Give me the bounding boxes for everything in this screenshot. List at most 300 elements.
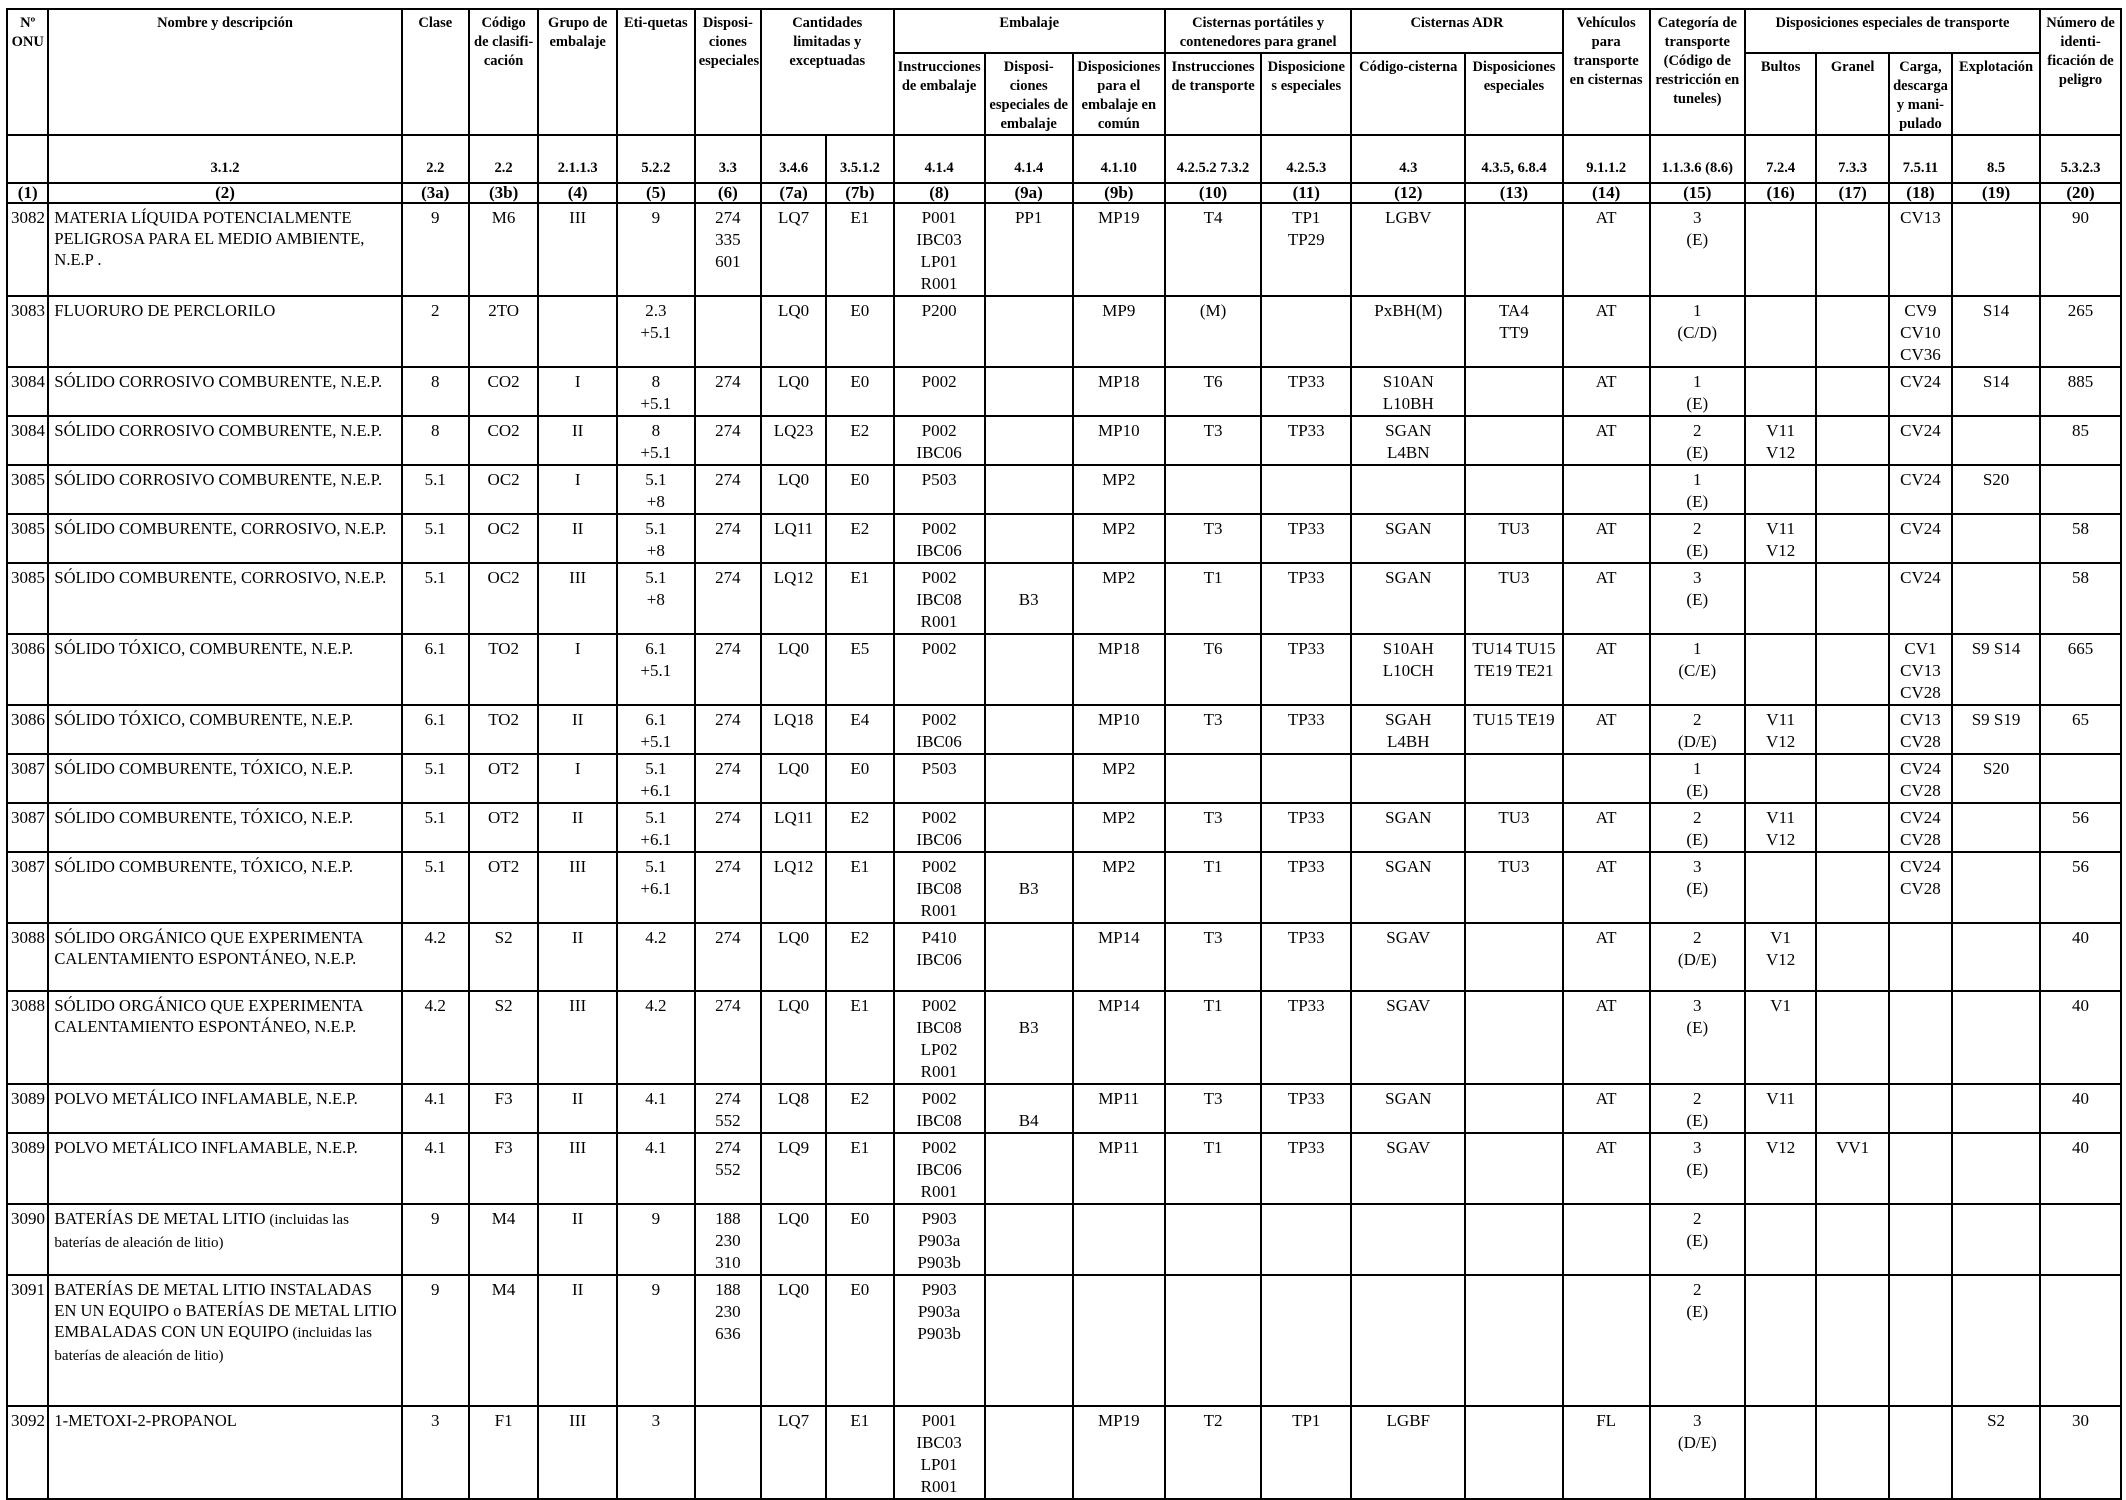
special-provisions: 274 — [695, 991, 761, 1084]
excepted-quantity: E0 — [826, 296, 893, 367]
tank-code: LGBV — [1351, 203, 1465, 296]
packing-group: I — [538, 367, 617, 416]
substance-name-text: SÓLIDO COMBURENTE, TÓXICO, N.E.P. — [54, 857, 353, 876]
special-provisions: 274 — [695, 367, 761, 416]
packages-provisions — [1745, 1204, 1816, 1275]
packages-provisions: V11 V12 — [1745, 416, 1816, 465]
excepted-quantity: E2 — [826, 1084, 893, 1133]
ref-labels: 5.2.2 — [617, 135, 695, 183]
packing-instructions: P200 — [894, 296, 985, 367]
col-num: (5) — [617, 183, 695, 203]
tank-vehicle: AT — [1563, 923, 1650, 991]
packing-instructions: P410 IBC06 — [894, 923, 985, 991]
limited-quantity: LQ0 — [761, 296, 826, 367]
packing-instructions: P002 IBC06 — [894, 514, 985, 563]
excepted-quantity: E1 — [826, 852, 893, 923]
portable-tank-provisions: TP33 — [1261, 514, 1351, 563]
tank-special-provisions — [1465, 1275, 1562, 1406]
table-row — [7, 1406, 2121, 1499]
operation — [1952, 1275, 2040, 1406]
tank-special-provisions — [1465, 465, 1562, 514]
tank-vehicle: AT — [1563, 203, 1650, 296]
packing-instructions: P002 IBC08 LP02 R001 — [894, 991, 985, 1084]
limited-quantity: LQ0 — [761, 991, 826, 1084]
class: 5.1 — [402, 803, 469, 852]
tank-vehicle: AT — [1563, 1133, 1650, 1204]
special-provisions: 274 552 — [695, 1084, 761, 1133]
limited-quantity: LQ18 — [761, 705, 826, 754]
table-row — [7, 416, 2121, 465]
operation — [1952, 1084, 2040, 1133]
packing-instructions: P903 P903a P903b — [894, 1275, 985, 1406]
tank-special-provisions — [1465, 367, 1562, 416]
header-special-provisions: Disposi-ciones especiales — [695, 9, 761, 135]
special-packing-provisions — [985, 754, 1073, 803]
special-provisions — [695, 1406, 761, 1499]
header-operation: Explotación — [1952, 53, 2040, 135]
limited-quantity: LQ0 — [761, 1204, 826, 1275]
special-packing-provisions — [985, 923, 1073, 991]
classification-code: CO2 — [469, 416, 538, 465]
mixed-packing: MP18 — [1073, 367, 1165, 416]
header-onu: Nº ONU — [7, 9, 48, 135]
ref-lq: 3.4.6 — [761, 135, 826, 183]
dangerous-goods-table-page — [6, 8, 2122, 1500]
special-provisions — [695, 296, 761, 367]
un-number: 3086 — [7, 705, 48, 754]
labels: 5.1 +6.1 — [617, 754, 695, 803]
un-number: 3089 — [7, 1084, 48, 1133]
limited-quantity: LQ0 — [761, 634, 826, 705]
hazard-id: 30 — [2040, 1406, 2121, 1499]
transport-instructions: T1 — [1165, 991, 1261, 1084]
ref-ti: 4.2.5.2 7.3.2 — [1165, 135, 1261, 183]
hazard-id: 665 — [2040, 634, 2121, 705]
transport-instructions — [1165, 754, 1261, 803]
un-number: 3085 — [7, 465, 48, 514]
special-provisions: 274 — [695, 852, 761, 923]
operation — [1952, 1133, 2040, 1204]
packing-instructions: P503 — [894, 465, 985, 514]
limited-quantity: LQ9 — [761, 1133, 826, 1204]
packages-provisions: V11 — [1745, 1084, 1816, 1133]
substance-name — [48, 514, 401, 563]
tank-code — [1351, 465, 1465, 514]
tank-vehicle: AT — [1563, 852, 1650, 923]
labels: 5.1 +8 — [617, 514, 695, 563]
mixed-packing: MP19 — [1073, 1406, 1165, 1499]
tank-code: SGAV — [1351, 991, 1465, 1084]
header-transport-instructions: Instrucciones de transporte — [1165, 53, 1261, 135]
tank-code — [1351, 1275, 1465, 1406]
tank-vehicle: AT — [1563, 367, 1650, 416]
tank-vehicle: FL — [1563, 1406, 1650, 1499]
table-row — [7, 563, 2121, 634]
packages-provisions: V11 V12 — [1745, 803, 1816, 852]
excepted-quantity: E0 — [826, 1204, 893, 1275]
excepted-quantity: E4 — [826, 705, 893, 754]
ref-eq: 3.5.1.2 — [826, 135, 893, 183]
table-row — [7, 296, 2121, 367]
transport-instructions: T6 — [1165, 367, 1261, 416]
col-num: (8) — [894, 183, 985, 203]
col-num: (19) — [1952, 183, 2040, 203]
bulk-provisions — [1816, 634, 1889, 705]
loading-handling — [1889, 923, 1952, 991]
hazard-id: 65 — [2040, 705, 2121, 754]
substance-name — [48, 803, 401, 852]
un-number: 3087 — [7, 803, 48, 852]
substance-name-text: SÓLIDO CORROSIVO COMBURENTE, N.E.P. — [54, 421, 383, 440]
operation: S2 — [1952, 1406, 2040, 1499]
limited-quantity: LQ0 — [761, 923, 826, 991]
substance-name-text: BATERÍAS DE METAL LITIO INSTALADAS EN UN EQUIPO o BATERÍAS DE METAL LITIO EMBALADAS CON UN EQUIPO — [54, 1280, 397, 1341]
bulk-provisions — [1816, 754, 1889, 803]
packages-provisions — [1745, 1406, 1816, 1499]
transport-instructions: T3 — [1165, 705, 1261, 754]
substance-name-text: MATERIA LÍQUIDA POTENCIALMENTE PELIGROSA PARA EL MEDIO AMBIENTE, N.E.P . — [54, 208, 365, 269]
excepted-quantity: E2 — [826, 416, 893, 465]
packages-provisions — [1745, 634, 1816, 705]
transport-instructions: T3 — [1165, 514, 1261, 563]
header-hazard-id: Número de identi-ficación de peligro — [2040, 9, 2121, 135]
ref-s: 8.5 — [1952, 135, 2040, 183]
special-provisions: 274 — [695, 705, 761, 754]
table-row — [7, 852, 2121, 923]
packing-instructions: P001 IBC03 LP01 R001 — [894, 203, 985, 296]
special-packing-provisions — [985, 1275, 1073, 1406]
col-num: (10) — [1165, 183, 1261, 203]
un-number: 3082 — [7, 203, 48, 296]
tank-special-provisions — [1465, 203, 1562, 296]
tank-vehicle: AT — [1563, 705, 1650, 754]
excepted-quantity: E5 — [826, 634, 893, 705]
operation — [1952, 203, 2040, 296]
header-adr-tanks-group: Cisternas ADR — [1351, 9, 1562, 53]
classification-code: F3 — [469, 1133, 538, 1204]
special-packing-provisions — [985, 705, 1073, 754]
ref-tsp: 4.3.5, 6.8.4 — [1465, 135, 1562, 183]
header-name: Nombre y descripción — [48, 9, 401, 135]
class: 9 — [402, 1204, 469, 1275]
loading-handling: CV24 — [1889, 465, 1952, 514]
ref-g: 7.3.3 — [1816, 135, 1889, 183]
mixed-packing — [1073, 1275, 1165, 1406]
un-number: 3088 — [7, 923, 48, 991]
special-provisions: 274 — [695, 803, 761, 852]
tank-code: SGAN — [1351, 1084, 1465, 1133]
mixed-packing: MP18 — [1073, 634, 1165, 705]
labels: 4.2 — [617, 991, 695, 1084]
ref-cat: 1.1.3.6 (8.6) — [1650, 135, 1745, 183]
class: 4.1 — [402, 1133, 469, 1204]
header-loading-handling: Carga, descarga y mani-pulado — [1889, 53, 1952, 135]
hazard-id — [2040, 1275, 2121, 1406]
table-row — [7, 514, 2121, 563]
packing-group: II — [538, 705, 617, 754]
class: 5.1 — [402, 852, 469, 923]
substance-name-text: SÓLIDO CORROSIVO COMBURENTE, N.E.P. — [54, 372, 383, 391]
transport-category: 3 (E) — [1650, 991, 1745, 1084]
class: 5.1 — [402, 465, 469, 514]
table-row — [7, 705, 2121, 754]
special-packing-provisions — [985, 465, 1073, 514]
transport-category: 1 (C/D) — [1650, 296, 1745, 367]
loading-handling — [1889, 991, 1952, 1084]
ref-mp: 4.1.10 — [1073, 135, 1165, 183]
packing-instructions: P903 P903a P903b — [894, 1204, 985, 1275]
hazard-id: 58 — [2040, 514, 2121, 563]
ref-pp: 4.1.4 — [985, 135, 1073, 183]
col-num: (9b) — [1073, 183, 1165, 203]
loading-handling: CV24 — [1889, 563, 1952, 634]
loading-handling: CV1 CV13 CV28 — [1889, 634, 1952, 705]
transport-category: 1 (E) — [1650, 465, 1745, 514]
limited-quantity: LQ0 — [761, 754, 826, 803]
special-provisions: 274 552 — [695, 1133, 761, 1204]
excepted-quantity: E0 — [826, 465, 893, 514]
bulk-provisions — [1816, 1406, 1889, 1499]
tank-code: SGAN — [1351, 852, 1465, 923]
special-provisions: 274 — [695, 514, 761, 563]
limited-quantity: LQ0 — [761, 367, 826, 416]
special-provisions: 274 — [695, 465, 761, 514]
tank-vehicle: AT — [1563, 416, 1650, 465]
loading-handling: CV24 CV28 — [1889, 852, 1952, 923]
table-row — [7, 923, 2121, 991]
portable-tank-provisions — [1261, 1204, 1351, 1275]
classification-code: M4 — [469, 1204, 538, 1275]
transport-category: 2 (D/E) — [1650, 705, 1745, 754]
portable-tank-provisions: TP33 — [1261, 1133, 1351, 1204]
tank-special-provisions: TU3 — [1465, 852, 1562, 923]
transport-category: 2 (E) — [1650, 1275, 1745, 1406]
header-tank-code: Código-cisterna — [1351, 53, 1465, 135]
tank-special-provisions: TU14 TU15 TE19 TE21 — [1465, 634, 1562, 705]
bulk-provisions — [1816, 923, 1889, 991]
excepted-quantity: E2 — [826, 514, 893, 563]
tank-vehicle: AT — [1563, 1084, 1650, 1133]
loading-handling — [1889, 1204, 1952, 1275]
un-number: 3086 — [7, 634, 48, 705]
labels: 5.1 +8 — [617, 465, 695, 514]
loading-handling — [1889, 1275, 1952, 1406]
mixed-packing: MP2 — [1073, 754, 1165, 803]
loading-handling — [1889, 1406, 1952, 1499]
class: 2 — [402, 296, 469, 367]
packages-provisions — [1745, 367, 1816, 416]
tank-code: SGAN — [1351, 514, 1465, 563]
hazard-id: 90 — [2040, 203, 2121, 296]
substance-name-text: FLUORURO DE PERCLORILO — [54, 301, 276, 320]
packages-provisions: V1 — [1745, 991, 1816, 1084]
class: 4.1 — [402, 1084, 469, 1133]
hazard-id: 265 — [2040, 296, 2121, 367]
packing-group: II — [538, 923, 617, 991]
labels: 3 — [617, 1406, 695, 1499]
ref-name: 3.1.2 — [48, 135, 401, 183]
transport-instructions: T1 — [1165, 852, 1261, 923]
transport-instructions: T3 — [1165, 923, 1261, 991]
substance-name-text: SÓLIDO ORGÁNICO QUE EXPERIMENTA CALENTAMIENTO ESPONTÁNEO, N.E.P. — [54, 996, 363, 1036]
portable-tank-provisions: TP33 — [1261, 923, 1351, 991]
operation: S14 — [1952, 296, 2040, 367]
substance-name — [48, 991, 401, 1084]
table-row — [7, 203, 2121, 296]
classification-code: 2TO — [469, 296, 538, 367]
hazard-id: 40 — [2040, 991, 2121, 1084]
limited-quantity: LQ7 — [761, 1406, 826, 1499]
classification-code: OT2 — [469, 852, 538, 923]
ref-code: 2.2 — [469, 135, 538, 183]
ref-b: 7.2.4 — [1745, 135, 1816, 183]
packing-instructions: P503 — [894, 754, 985, 803]
excepted-quantity: E0 — [826, 367, 893, 416]
ref-sp: 3.3 — [695, 135, 761, 183]
packing-group: III — [538, 563, 617, 634]
operation — [1952, 563, 2040, 634]
special-packing-provisions — [985, 634, 1073, 705]
un-number: 3091 — [7, 1275, 48, 1406]
loading-handling: CV9 CV10 CV36 — [1889, 296, 1952, 367]
packing-group: III — [538, 852, 617, 923]
tank-code: SGAH L4BH — [1351, 705, 1465, 754]
portable-tank-provisions: TP33 — [1261, 367, 1351, 416]
labels: 6.1 +5.1 — [617, 705, 695, 754]
classification-code: F1 — [469, 1406, 538, 1499]
special-packing-provisions — [985, 1406, 1073, 1499]
substance-name-text: SÓLIDO TÓXICO, COMBURENTE, N.E.P. — [54, 710, 353, 729]
portable-tank-provisions — [1261, 1275, 1351, 1406]
tank-code: S10AH L10CH — [1351, 634, 1465, 705]
special-provisions: 188 230 310 — [695, 1204, 761, 1275]
special-packing-provisions: B3 — [985, 563, 1073, 634]
substance-name-note: (incluidas las baterías de aleación de litio) — [54, 1212, 349, 1251]
mixed-packing: MP2 — [1073, 563, 1165, 634]
mixed-packing: MP2 — [1073, 514, 1165, 563]
loading-handling: CV24 CV28 — [1889, 754, 1952, 803]
packing-group: III — [538, 1406, 617, 1499]
portable-tank-provisions: TP33 — [1261, 852, 1351, 923]
mixed-packing: MP11 — [1073, 1084, 1165, 1133]
portable-tank-provisions: TP33 — [1261, 991, 1351, 1084]
class: 8 — [402, 367, 469, 416]
excepted-quantity: E0 — [826, 1275, 893, 1406]
classification-code: OC2 — [469, 514, 538, 563]
col-num: (9a) — [985, 183, 1073, 203]
tank-vehicle: AT — [1563, 296, 1650, 367]
hazard-id — [2040, 1204, 2121, 1275]
col-num: (13) — [1465, 183, 1562, 203]
tank-special-provisions: TU3 — [1465, 803, 1562, 852]
excepted-quantity: E1 — [826, 1406, 893, 1499]
column-number-row — [7, 183, 2121, 203]
operation — [1952, 991, 2040, 1084]
un-number: 3085 — [7, 514, 48, 563]
special-packing-provisions: B3 — [985, 852, 1073, 923]
mixed-packing: MP14 — [1073, 923, 1165, 991]
table-row — [7, 991, 2121, 1084]
transport-category: 3 (D/E) — [1650, 1406, 1745, 1499]
transport-category: 1 (E) — [1650, 754, 1745, 803]
substance-name-text: SÓLIDO TÓXICO, COMBURENTE, N.E.P. — [54, 639, 353, 658]
substance-name-text: SÓLIDO COMBURENTE, CORROSIVO, N.E.P. — [54, 519, 387, 538]
header-classification-code: Código de clasifi-cación — [469, 9, 538, 135]
transport-instructions — [1165, 1275, 1261, 1406]
operation: S20 — [1952, 465, 2040, 514]
substance-name-text: BATERÍAS DE METAL LITIO — [54, 1209, 266, 1228]
labels: 5.1 +6.1 — [617, 852, 695, 923]
table-row — [7, 1133, 2121, 1204]
substance-name — [48, 1406, 401, 1499]
bulk-provisions — [1816, 1084, 1889, 1133]
excepted-quantity: E1 — [826, 1133, 893, 1204]
bulk-provisions — [1816, 991, 1889, 1084]
packing-instructions: P002 — [894, 634, 985, 705]
hazard-id: 40 — [2040, 1084, 2121, 1133]
table-row — [7, 367, 2121, 416]
excepted-quantity: E0 — [826, 754, 893, 803]
substance-name-text: POLVO METÁLICO INFLAMABLE, N.E.P. — [54, 1089, 358, 1108]
bulk-provisions: VV1 — [1816, 1133, 1889, 1204]
transport-instructions: T3 — [1165, 416, 1261, 465]
header-class: Clase — [402, 9, 469, 135]
excepted-quantity: E2 — [826, 923, 893, 991]
portable-tank-provisions — [1261, 754, 1351, 803]
tank-vehicle: AT — [1563, 991, 1650, 1084]
substance-name — [48, 705, 401, 754]
col-num: (16) — [1745, 183, 1816, 203]
col-num: (6) — [695, 183, 761, 203]
bulk-provisions — [1816, 1275, 1889, 1406]
header-packaging-group: Embalaje — [894, 9, 1165, 53]
header-limited-quantities: Cantidades limitadas y exceptuadas — [761, 9, 894, 135]
ref-tank: 4.3 — [1351, 135, 1465, 183]
class: 8 — [402, 416, 469, 465]
class: 4.2 — [402, 991, 469, 1084]
packing-group: II — [538, 803, 617, 852]
ref-cv: 7.5.11 — [1889, 135, 1952, 183]
un-number: 3092 — [7, 1406, 48, 1499]
transport-instructions: T3 — [1165, 1084, 1261, 1133]
special-provisions: 274 — [695, 754, 761, 803]
transport-category: 2 (D/E) — [1650, 923, 1745, 991]
packing-group: II — [538, 1275, 617, 1406]
labels: 2.3 +5.1 — [617, 296, 695, 367]
tank-vehicle — [1563, 465, 1650, 514]
transport-category: 2 (E) — [1650, 514, 1745, 563]
class: 6.1 — [402, 705, 469, 754]
tank-code: SGAV — [1351, 923, 1465, 991]
limited-quantity: LQ7 — [761, 203, 826, 296]
classification-code: M6 — [469, 203, 538, 296]
tank-code: SGAN — [1351, 803, 1465, 852]
hazard-id: 58 — [2040, 563, 2121, 634]
mixed-packing: MP10 — [1073, 705, 1165, 754]
classification-code: OT2 — [469, 754, 538, 803]
transport-category: 3 (E) — [1650, 1133, 1745, 1204]
substance-name — [48, 754, 401, 803]
table-row — [7, 1275, 2121, 1406]
header-tank-special-provisions: Disposiciones especiales — [1465, 53, 1562, 135]
tank-code: LGBF — [1351, 1406, 1465, 1499]
portable-tank-provisions: TP33 — [1261, 803, 1351, 852]
loading-handling: CV13 CV28 — [1889, 705, 1952, 754]
bulk-provisions — [1816, 563, 1889, 634]
transport-instructions: (M) — [1165, 296, 1261, 367]
special-provisions: 274 — [695, 634, 761, 705]
special-provisions: 274 — [695, 923, 761, 991]
